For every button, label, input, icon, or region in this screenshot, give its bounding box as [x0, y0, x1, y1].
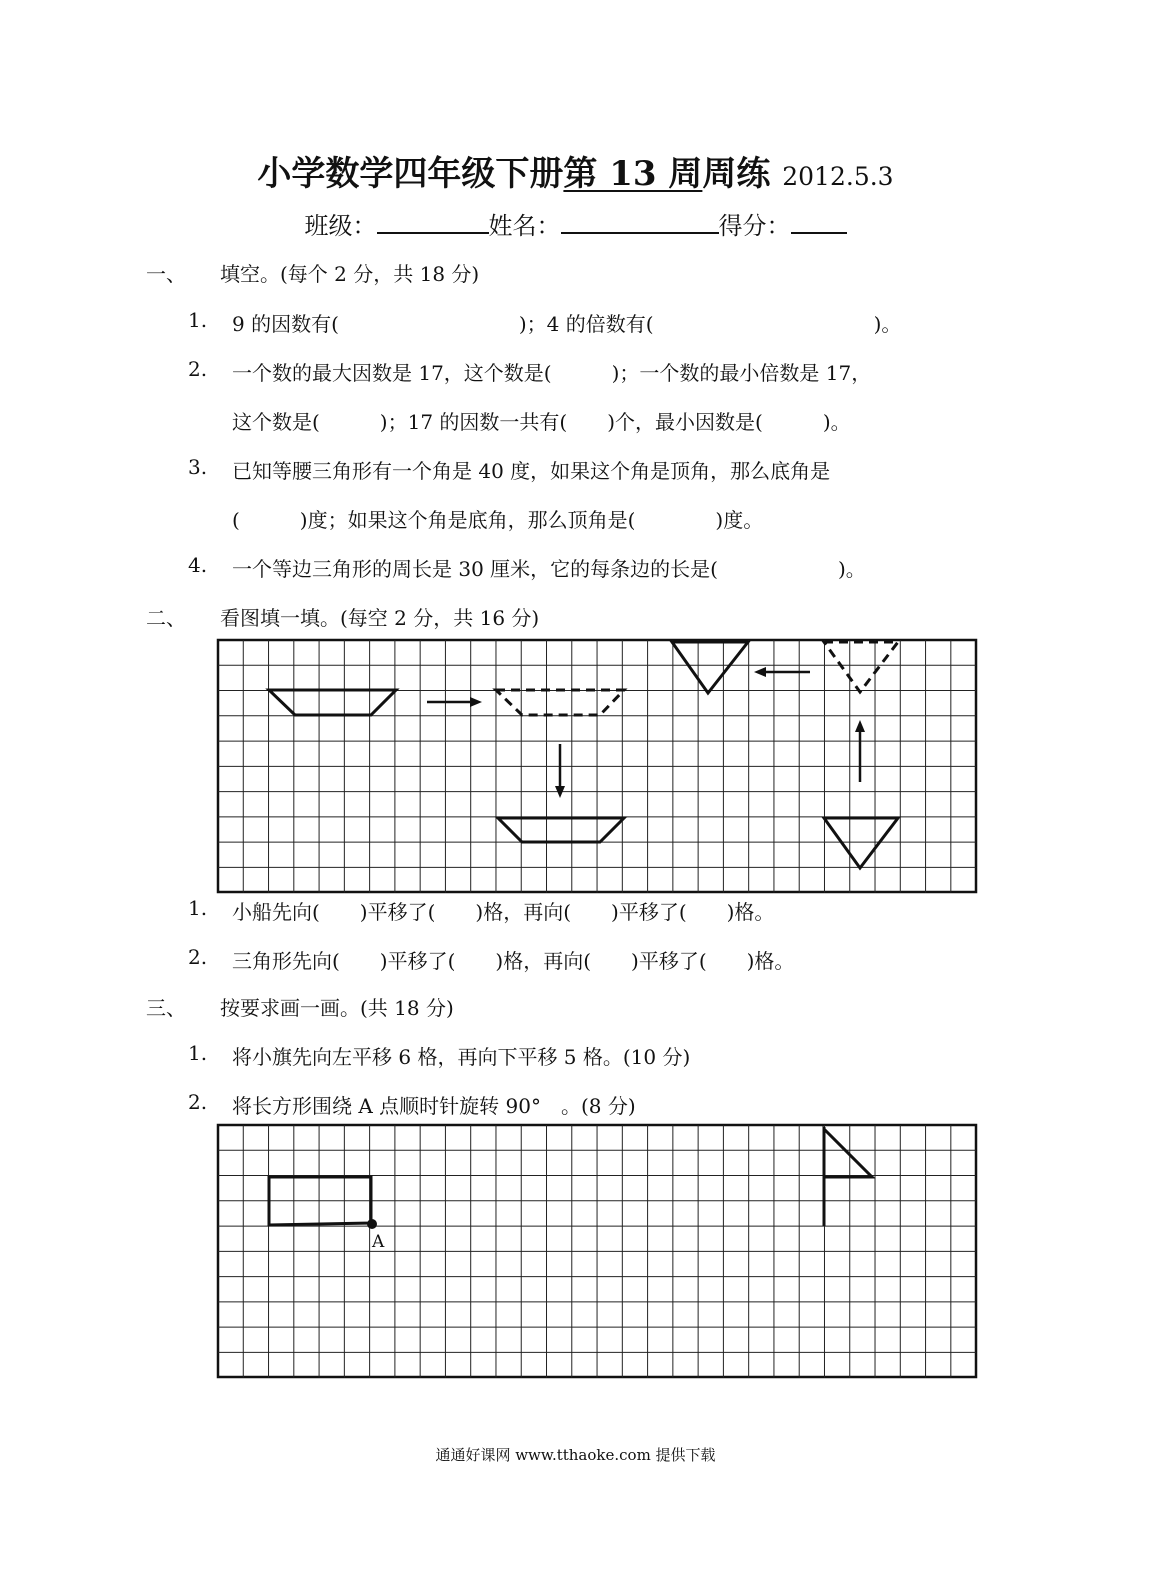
arrow-left-icon: [754, 667, 810, 677]
boat-final: [498, 818, 624, 842]
triangle-final: [672, 642, 748, 693]
s3-q2-text: 将长方形围绕 A 点顺时针旋转 90° 。(8 分): [232, 1094, 636, 1118]
score-label: 得分：: [718, 212, 791, 240]
s1-q2-line1: 一个数的最大因数是 17，这个数是( )；一个数的最小倍数是 17，: [232, 361, 872, 385]
s1-q3-line2: ( )度；如果这个角是底角，那么顶角是( )度。: [232, 508, 764, 532]
point-a-dot: [367, 1219, 377, 1229]
boat-original: [269, 690, 396, 715]
boat-dashed: [496, 690, 624, 715]
s3-q1-number: 1.: [188, 1041, 208, 1065]
arrow-right-icon: [427, 697, 482, 707]
name-label: 姓名：: [488, 212, 561, 240]
section-2-number: 二、: [146, 606, 186, 630]
s3-q1-text: 将小旗先向左平移 6 格，再向下平移 5 格。(10 分): [232, 1045, 691, 1069]
s2-q1-text: 小船先向( )平移了( )格，再向( )平移了( )格。: [232, 900, 775, 924]
translation-grid: [218, 640, 976, 893]
s2-q1-number: 1.: [188, 896, 208, 920]
s1-q3-line1: 已知等腰三角形有一个角是 40 度，如果这个角是顶角，那么底角是: [232, 459, 831, 483]
s1-q1-text: 9 的因数有( )；4 的倍数有( )。: [232, 312, 902, 336]
s3-q2-number: 2.: [188, 1090, 208, 1114]
point-a-label: A: [372, 1232, 385, 1252]
footer-text: 通通好课网 www.tthaoke.com 提供下载: [435, 1446, 716, 1464]
s1-q3-number: 3.: [188, 455, 208, 479]
page-title: 小学数学四年级下册第 13 周周练 2012.5.3: [257, 154, 894, 194]
s1-q2-number: 2.: [188, 357, 208, 381]
section-1-heading: 填空。(每个 2 分，共 18 分): [220, 262, 480, 286]
triangle-dashed: [824, 642, 898, 692]
s2-q2-text: 三角形先向( )平移了( )格，再向( )平移了( )格。: [232, 949, 795, 973]
drawing-grid: [218, 1125, 976, 1378]
arrow-down-icon: [555, 744, 565, 798]
section-2-heading: 看图填一填。(每空 2 分，共 16 分): [220, 606, 540, 630]
arrow-up-icon: [855, 720, 865, 782]
triangle-original: [824, 818, 898, 868]
class-label: 班级：: [304, 212, 377, 240]
s1-q2-line2: 这个数是( )；17 的因数一共有( )个，最小因数是( )。: [232, 410, 851, 434]
section-3-heading: 按要求画一画。(共 18 分): [220, 996, 454, 1020]
s2-q2-number: 2.: [188, 945, 208, 969]
title-date: 2012.5.3: [782, 162, 894, 191]
section-1-number: 一、: [146, 262, 186, 286]
flag-shape: [824, 1127, 872, 1226]
s1-q4-number: 4.: [188, 553, 208, 577]
s1-q1-number: 1.: [188, 308, 208, 332]
section-3-number: 三、: [146, 996, 186, 1020]
s1-q4-text: 一个等边三角形的周长是 30 厘米，它的每条边的长是( )。: [232, 557, 866, 581]
